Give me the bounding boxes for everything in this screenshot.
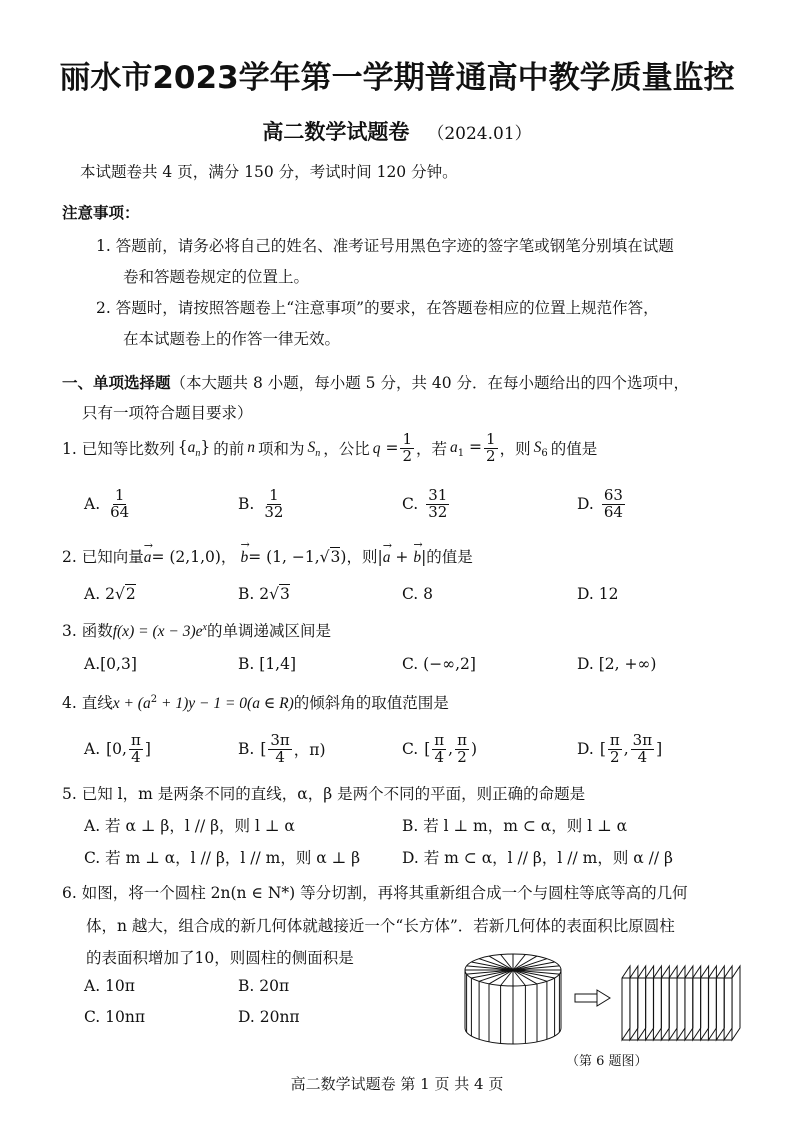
question-3: 3. 函数$f(x) = (x - 3)e^x$的单调递减区间是	[62, 621, 331, 640]
page-footer: 高二数学试题卷 第 1 页 共 4 页	[290, 1075, 504, 1093]
q2-option-a: A. 2√2	[84, 585, 136, 603]
question-6-line1: 6. 如图，将一个圆柱 2n(n ∈ N*) 等分切割，再将其重新组合成一个与圆柱等底等高的几何	[62, 884, 688, 902]
q4-option-b: B. [ $\frac{3\pi}{4}$ ，π)	[238, 731, 326, 766]
q1-post: 的值是	[550, 440, 598, 459]
q5-option-d: D. 若 m ⊂ α，l // β，l // m，则 α // β	[402, 849, 673, 867]
q1-mid4: ，若	[415, 440, 447, 459]
note-2-line1: 2. 答题时，请按照答题卷上“注意事项”的要求，在答题卷相应的位置上规范作答，	[96, 299, 659, 317]
q1-mid3: ，公比	[323, 440, 370, 459]
q1-option-a: A. $\frac{1}{64}$	[84, 486, 130, 521]
q1-option-b: B. $\frac{1}{32}$	[238, 486, 284, 521]
q1-option-c: C. $\frac{31}{32}$	[402, 486, 448, 521]
q3-option-b: B. [1,4]	[238, 655, 297, 673]
q6-option-a: A. 10π	[84, 977, 135, 995]
figure-caption: （第 6 题图）	[566, 1054, 648, 1069]
note-1-line2: 卷和答题卷规定的位置上。	[123, 268, 310, 286]
q3-option-c: C. (−∞,2]	[402, 655, 476, 673]
q5-option-a: A. 若 α ⊥ β，l // β，则 l ⊥ α	[84, 817, 295, 835]
question-6-line2: 体，n 越大，组合成的新几何体就越接近一个“长方体”．若新几何体的表面积比原圆柱	[86, 917, 675, 935]
question-4: 4. 直线$x + (a^2 + 1)y - 1 = 0(a$ ∈ R)的倾斜角的取值范围是	[62, 693, 449, 712]
question-5: 5. 已知 l，m 是两条不同的直线，α，β 是两个不同的平面，则正确的命题是	[62, 785, 586, 803]
arrow-icon	[575, 990, 610, 1006]
exam-subtitle	[0, 116, 794, 146]
question-2: 2. 已知向量a → = (2,1,0)， b → = (1, −1,√3)，则|a → + b → |的值是	[62, 538, 473, 566]
q5-option-c: C. 若 m ⊥ α，l // β，l // m，则 α ⊥ β	[84, 849, 361, 867]
q1-mid5: ，则	[499, 440, 531, 459]
section-1-header	[62, 371, 689, 393]
q3-option-d: D. [2, +∞)	[577, 655, 657, 673]
exam-date: （2024.01）	[427, 124, 532, 144]
rearranged-prism	[622, 966, 740, 1040]
section-1-desc-2: 只有一项符合题目要求）	[82, 404, 253, 422]
question-1: 1. 已知等比数列 $\{a_n\}$ 的前 n 项和为 $S_n$ ，公比 q = $\frac{1}{2}$ ，若 $a_1$ = $\frac{1}{2}$ ，则 $S_6$ 的值是	[62, 430, 598, 465]
exam-title: 丽水市2023学年第一学期普通高中教学质量监控	[59, 60, 735, 96]
q4-option-a: A. [0, $\frac{\pi}{4}$ ]	[84, 731, 151, 766]
note-1-line1: 1. 答题前，请务必将自己的姓名、准考证号用黑色字迹的签字笔或钢笔分别填在试题	[96, 237, 674, 255]
q1-pre: 1. 已知等比数列	[62, 440, 175, 459]
q2-option-c: C. 8	[402, 585, 434, 603]
q5-option-b: B. 若 l ⊥ m，m ⊂ α，则 l ⊥ α	[402, 817, 628, 835]
q2-option-d: D. 12	[577, 585, 619, 603]
notes-heading: 注意事项：	[62, 203, 140, 222]
q3-option-a: A.[0,3]	[84, 655, 137, 673]
q4-option-d: D. [ $\frac{\pi}{2}$ , $\frac{3\pi}{4}$ ]	[577, 731, 663, 766]
sliced-cylinder	[465, 954, 561, 1044]
section-1-heading: 一、单项选择题	[62, 373, 171, 392]
section-1-desc: （本大题共 8 小题，每小题 5 分，共 40 分．在每小题给出的四个选项中，	[170, 374, 690, 392]
subtitle-text: 高二数学试题卷	[262, 120, 410, 144]
q1-mid2: 项和为	[257, 440, 305, 459]
q2-option-b: B. 2√3	[238, 585, 290, 603]
q4-option-c: C. [ $\frac{\pi}{4}$ , $\frac{\pi}{2}$ )	[402, 731, 478, 766]
q1-option-d: D. $\frac{63}{64}$	[577, 486, 623, 521]
question-6-line3: 的表面积增加了10，则圆柱的侧面积是	[86, 949, 354, 967]
q6-option-c: C. 10nπ	[84, 1008, 146, 1026]
q6-option-b: B. 20π	[238, 977, 290, 995]
q1-mid1: 的前	[213, 440, 245, 459]
intro-text: 本试题卷共 4 页，满分 150 分，考试时间 120 分钟。	[80, 163, 458, 181]
q6-figure	[460, 948, 750, 1048]
q6-option-d: D. 20nπ	[238, 1008, 300, 1026]
note-2-line2: 在本试题卷上的作答一律无效。	[123, 330, 341, 348]
